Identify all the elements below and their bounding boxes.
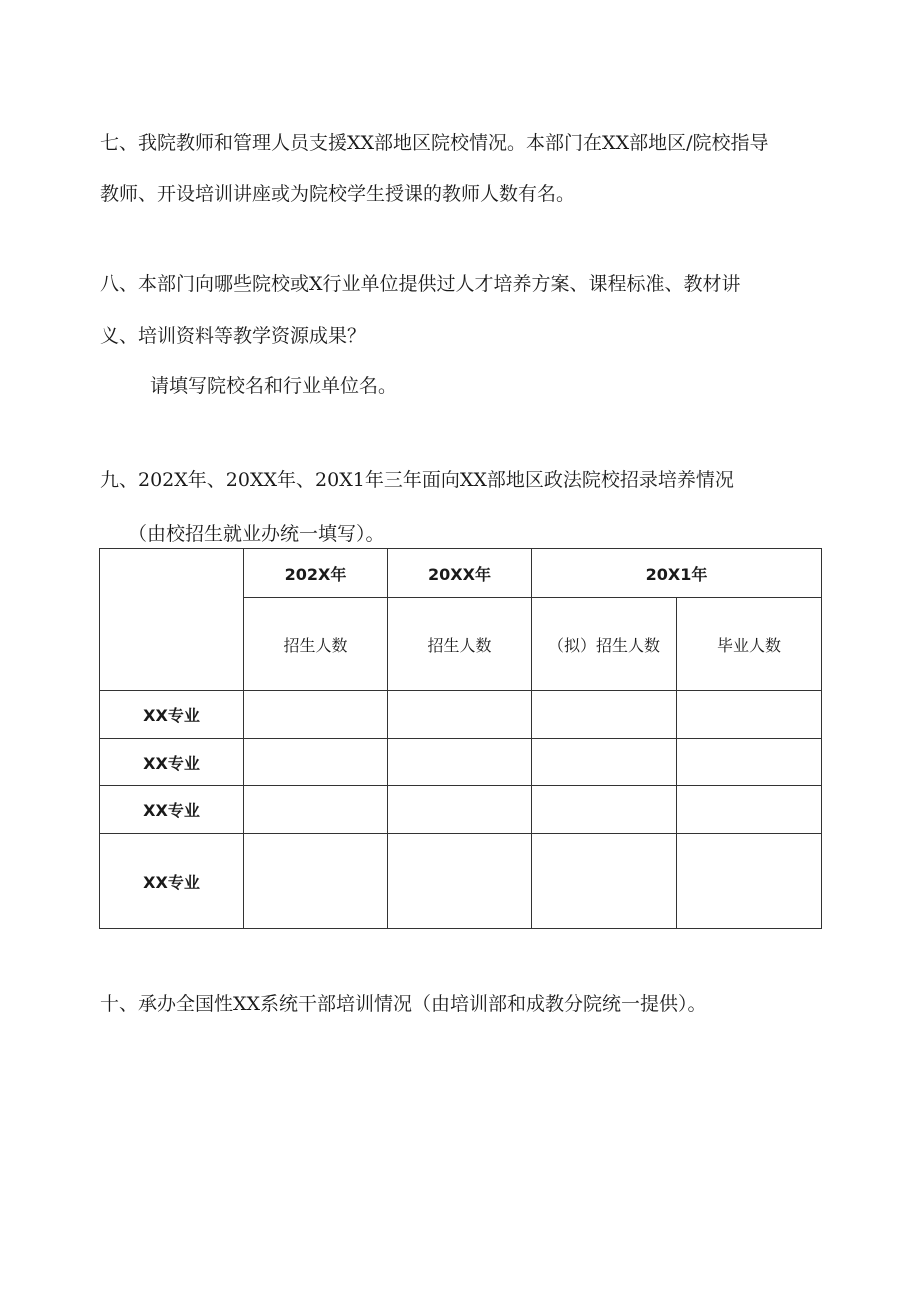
section-7-line-1: 七、我院教师和管理人员支援XX部地区院校情况。本部门在XX部地区/院校指导 [100, 132, 769, 154]
table-cell[interactable] [677, 786, 822, 834]
subheader-cell: 毕业人数 [677, 598, 822, 691]
subheader-cell: 招生人数 [244, 598, 388, 691]
table-cell[interactable] [244, 739, 388, 786]
table-cell[interactable] [532, 786, 677, 834]
table-cell[interactable] [388, 691, 532, 739]
table-row [100, 691, 822, 739]
section-8-line-1: 八、本部门向哪些院校或X行业单位提供过人才培养方案、课程标准、教材讲 [100, 273, 741, 295]
major-label-cell: XX专业 [100, 786, 244, 834]
table-year-header-row [100, 549, 822, 598]
table-cell[interactable] [244, 834, 388, 929]
section-9-line-1: 九、202X年、20XX年、20X1年三年面向XX部地区政法院校招录培养情况 [100, 469, 734, 491]
section-10-line-1: 十、承办全国性XX系统干部培训情况（由培训部和成教分院统一提供）。 [100, 993, 707, 1015]
major-label-cell: XX专业 [100, 834, 244, 929]
table-cell[interactable] [388, 739, 532, 786]
table-row [100, 786, 822, 834]
year-header-cell: 20X1年 [532, 549, 822, 598]
enrollment-table [99, 548, 822, 929]
major-label-cell: XX专业 [100, 739, 244, 786]
table-cell[interactable] [677, 691, 822, 739]
section-9-table-caption: （由校招生就业办统一填写）。 [128, 523, 385, 545]
section-7-line-2: 教师、开设培训讲座或为院校学生授课的教师人数有名。 [100, 183, 576, 205]
section-8-instruction: 请填写院校名和行业单位名。 [150, 375, 398, 397]
table-cell[interactable] [244, 786, 388, 834]
table-cell[interactable] [388, 834, 532, 929]
table-corner-cell [100, 549, 244, 691]
year-header-cell: 202X年 [244, 549, 388, 598]
table-cell[interactable] [532, 691, 677, 739]
table-row [100, 739, 822, 786]
table-cell[interactable] [388, 786, 532, 834]
section-8-line-2: 义、培训资料等教学资源成果？ [100, 325, 367, 347]
subheader-cell: 招生人数 [388, 598, 532, 691]
table-row [100, 834, 822, 929]
table-cell[interactable] [244, 691, 388, 739]
table-cell[interactable] [677, 739, 822, 786]
major-label-cell: XX专业 [100, 691, 244, 739]
table-cell[interactable] [677, 834, 822, 929]
table-cell[interactable] [532, 834, 677, 929]
year-header-cell: 20XX年 [388, 549, 532, 598]
subheader-cell: （拟）招生人数 [532, 598, 677, 691]
table-cell[interactable] [532, 739, 677, 786]
